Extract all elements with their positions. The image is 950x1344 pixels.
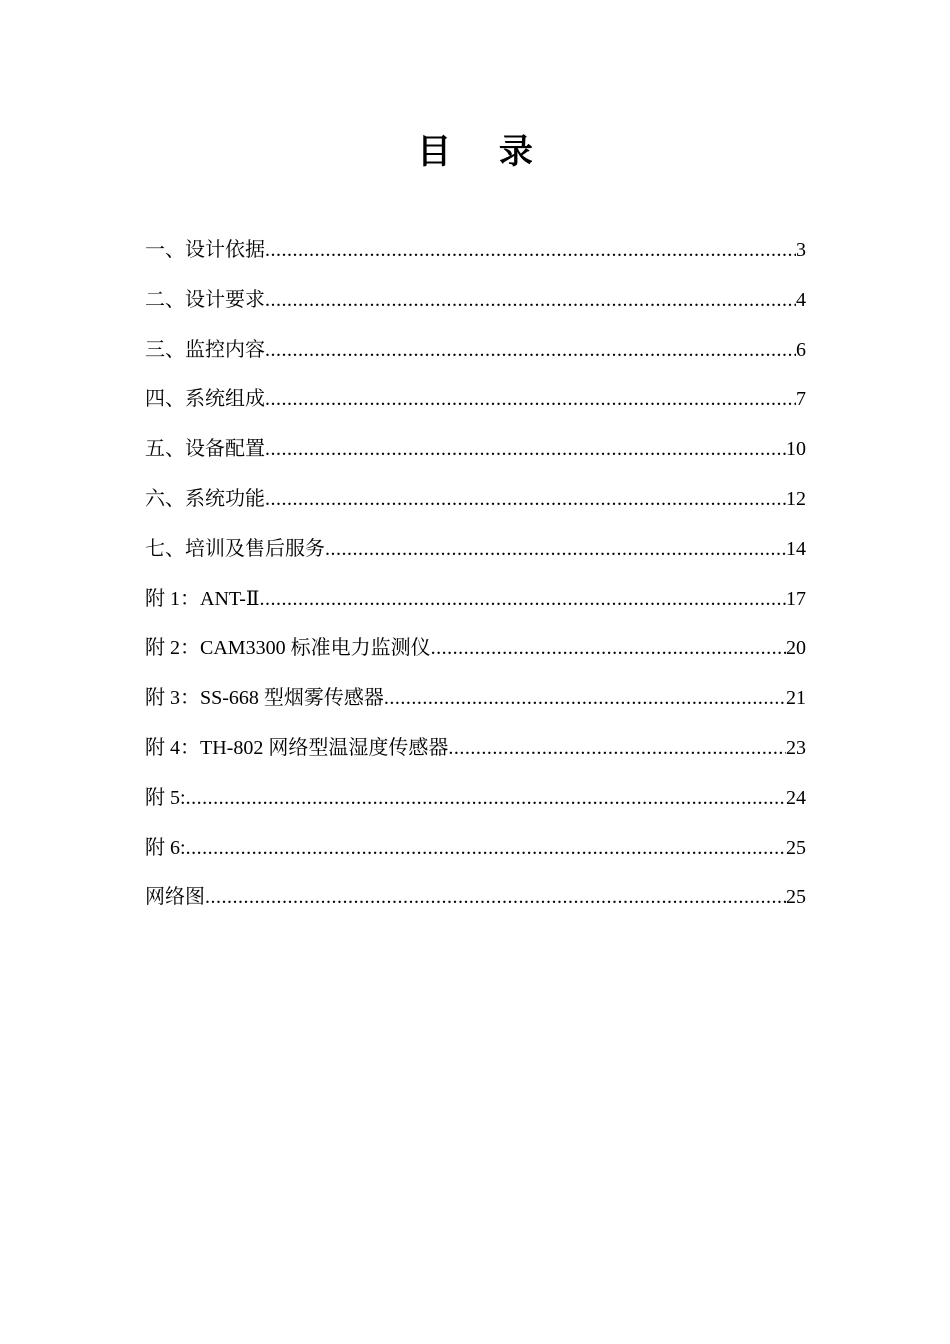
toc-entry[interactable]	[145, 678, 806, 728]
toc-entry[interactable]	[145, 230, 806, 280]
toc-dot-leader	[265, 230, 796, 270]
toc-entry[interactable]	[145, 330, 806, 380]
toc-entry-page-number: 14	[786, 537, 806, 560]
toc-entry[interactable]	[145, 479, 806, 529]
toc-entry-label: 五、设备配置	[145, 438, 265, 461]
toc-list	[145, 230, 806, 927]
toc-entry-label: 三、监控内容	[145, 338, 265, 361]
toc-entry-label: 附 4：TH-802 网络型温湿度传感器	[145, 736, 449, 759]
toc-entry[interactable]	[145, 529, 806, 579]
toc-dot-leader	[265, 280, 796, 320]
toc-dot-leader	[431, 628, 786, 668]
toc-entry[interactable]	[145, 728, 806, 778]
toc-entry-label: 网络图	[145, 886, 205, 909]
toc-entry-page-number: 7	[796, 388, 806, 411]
toc-dot-leader	[186, 828, 786, 868]
toc-entry-label: 附 6:	[145, 836, 186, 859]
toc-entry-label: 六、系统功能	[145, 487, 265, 510]
toc-entry-page-number: 17	[786, 587, 806, 610]
toc-entry-label: 一、设计依据	[145, 239, 265, 261]
toc-entry-page-number: 24	[786, 786, 806, 809]
toc-entry-page-number: 25	[786, 836, 806, 859]
toc-entry-page-number: 12	[786, 487, 806, 510]
toc-entry-label: 附 5:	[145, 786, 186, 809]
toc-dot-leader	[260, 579, 786, 619]
toc-dot-leader	[384, 678, 786, 718]
toc-entry-label: 附 3：SS-668 型烟雾传感器	[145, 687, 384, 710]
toc-entry-page-number: 21	[786, 687, 806, 710]
toc-title: 目 录	[417, 132, 551, 172]
toc-dot-leader	[265, 429, 786, 469]
toc-entry-page-number: 3	[796, 239, 806, 261]
toc-entry-label: 四、系统组成	[145, 388, 265, 411]
toc-entry[interactable]	[145, 828, 806, 878]
toc-entry[interactable]	[145, 429, 806, 479]
toc-entry-page-number: 25	[786, 886, 806, 909]
toc-entry-page-number: 6	[796, 338, 806, 361]
toc-entry-label: 附 1：ANT-Ⅱ	[145, 587, 260, 610]
toc-dot-leader	[325, 529, 786, 569]
toc-entry-page-number: 4	[796, 288, 806, 311]
toc-entry[interactable]	[145, 877, 806, 927]
toc-dot-leader	[265, 379, 796, 419]
toc-dot-leader	[265, 479, 786, 519]
toc-dot-leader	[265, 330, 796, 370]
toc-entry-page-number: 23	[786, 736, 806, 759]
toc-dot-leader	[448, 728, 786, 768]
toc-entry[interactable]	[145, 778, 806, 828]
toc-entry[interactable]	[145, 379, 806, 429]
toc-entry-label: 二、设计要求	[145, 288, 265, 311]
toc-entry[interactable]	[145, 628, 806, 678]
toc-entry-page-number: 20	[786, 637, 806, 660]
toc-dot-leader	[205, 877, 786, 917]
toc-entry-label: 七、培训及售后服务	[145, 537, 325, 560]
toc-dot-leader	[186, 778, 786, 818]
toc-entry[interactable]	[145, 579, 806, 629]
toc-entry[interactable]	[145, 280, 806, 330]
toc-entry-page-number: 10	[786, 438, 806, 461]
toc-entry-label: 附 2：CAM3300 标准电力监测仪	[145, 637, 431, 660]
